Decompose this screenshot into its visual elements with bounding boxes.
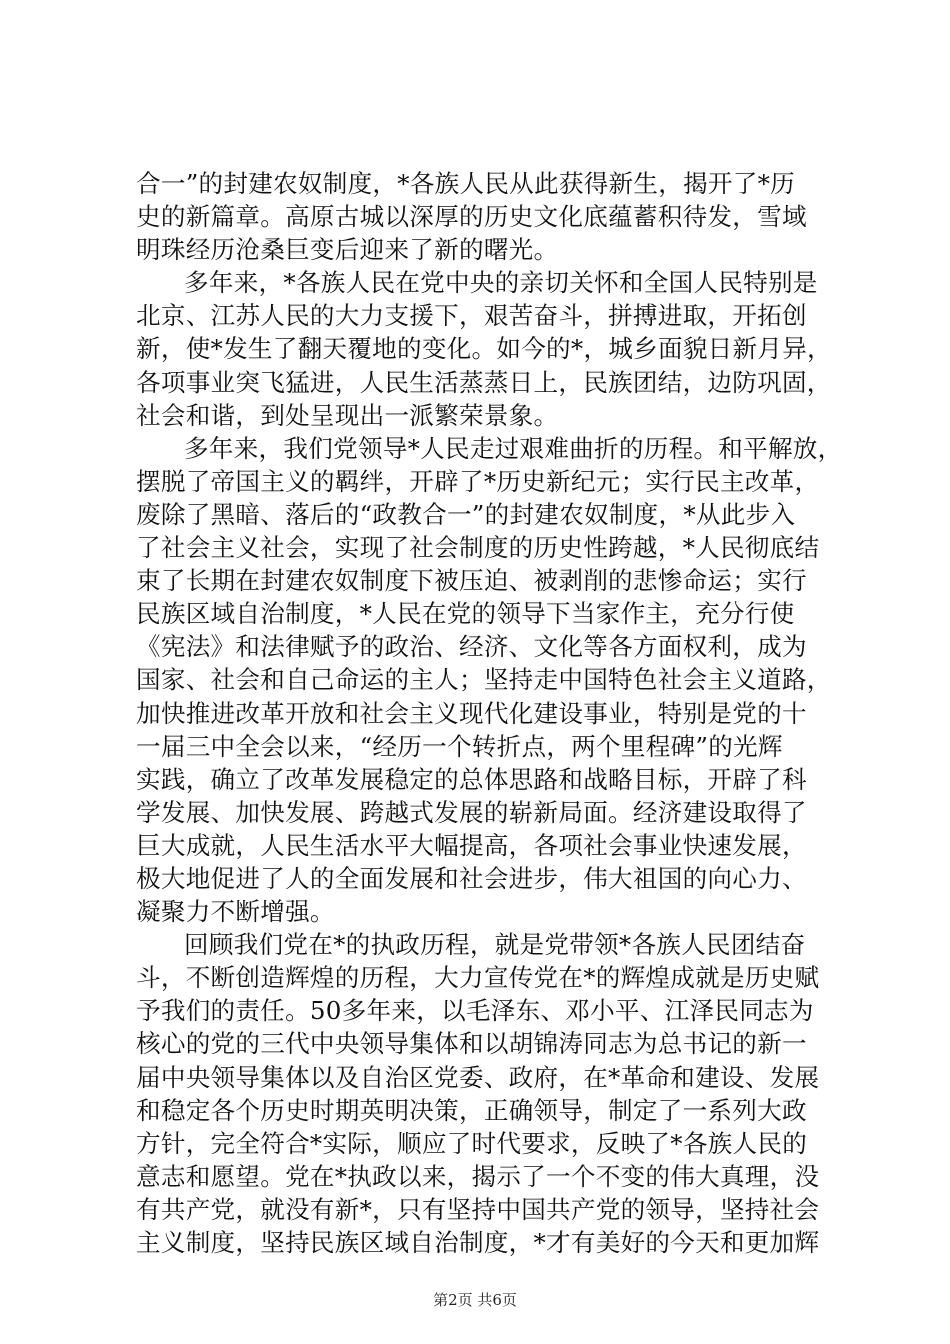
text-line: 凝聚力不断增强。 bbox=[136, 897, 335, 927]
text-line: 一届三中全会以来，“经历一个转折点，两个里程碑”的光辉 bbox=[136, 731, 783, 761]
text-line: 《宪法》和法律赋予的政治、经济、文化等各方面权利，成为 bbox=[136, 632, 807, 662]
page-number-footer: 第2页 共6页 bbox=[433, 1291, 517, 1309]
text-line: 社会和谐，到处呈现出一派繁荣景象。 bbox=[136, 400, 559, 430]
text-line: 和稳定各个历史时期英明决策，正确领导，制定了一系列大政 bbox=[136, 1095, 807, 1125]
text-line: 多年来，*各族人民在党中央的亲切关怀和全国人民特别是 bbox=[184, 268, 818, 298]
text-line: 合一”的封建农奴制度，*各族人民从此获得新生，揭开了*历 bbox=[136, 169, 796, 198]
text-line: 史的新篇章。高原古城以深厚的历史文化底蕴蓄积待发，雪域 bbox=[136, 202, 807, 232]
paragraph bbox=[136, 928, 820, 1259]
text-line: 摆脱了帝国主义的羁绊，开辟了*历史新纪元；实行民主改革， bbox=[136, 466, 820, 496]
text-line: 废除了黑暗、落后的“政教合一”的封建农奴制度，*从此步入 bbox=[136, 499, 796, 529]
text-line: 届中央领导集体以及自治区党委、政府，在*革命和建设、发展 bbox=[136, 1062, 820, 1092]
text-line: 实践，确立了改革发展稳定的总体思路和战略目标，开辟了科 bbox=[136, 764, 807, 794]
text-line: 民族区域自治制度，*人民在党的领导下当家作主，充分行使 bbox=[136, 599, 795, 629]
text-line: 极大地促进了人的全面发展和社会进步，伟大祖国的向心力、 bbox=[136, 863, 807, 893]
text-line: 各项事业突飞猛进，人民生活蒸蒸日上，民族团结，边防巩固， bbox=[136, 367, 832, 397]
text-line: 学发展、加快发展、跨越式发展的崭新局面。经济建设取得了 bbox=[136, 797, 807, 827]
text-line: 明珠经历沧桑巨变后迎来了新的曙光。 bbox=[136, 235, 559, 265]
paragraph bbox=[136, 266, 832, 431]
text-line: 巨大成就，人民生活水平大幅提高，各项社会事业快速发展， bbox=[136, 830, 807, 860]
text-line: 有共产党，就没有新*，只有坚持中国共产党的领导，坚持社会 bbox=[136, 1194, 820, 1224]
text-line: 新，使*发生了翻天覆地的变化。如今的*，城乡面貌日新月异， bbox=[136, 334, 832, 364]
paragraph bbox=[136, 167, 820, 266]
text-line: 了社会主义社会，实现了社会制度的历史性跨越，*人民彻底结 bbox=[136, 533, 820, 563]
text-line: 主义制度，坚持民族区域自治制度，*才有美好的今天和更加辉 bbox=[136, 1228, 820, 1257]
document-body bbox=[136, 167, 843, 1259]
text-line: 束了长期在封建农奴制度下被压迫、被剥削的悲惨命运；实行 bbox=[136, 566, 807, 596]
text-line: 斗，不断创造辉煌的历程，大力宣传党在*的辉煌成就是历史赋 bbox=[136, 963, 820, 993]
text-line: 回顾我们党在*的执政历程，就是党带领*各族人民团结奋 bbox=[184, 930, 806, 960]
text-line: 方针，完全符合*实际，顺应了时代要求，反映了*各族人民的 bbox=[136, 1128, 808, 1158]
text-line: 核心的党的三代中央领导集体和以胡锦涛同志为总书记的新一 bbox=[136, 1029, 807, 1059]
text-line: 予我们的责任。50多年来，以毛泽东、邓小平、江泽民同志为 bbox=[136, 996, 814, 1026]
paragraph bbox=[136, 432, 843, 928]
text-line: 国家、社会和自己命运的主人；坚持走中国特色社会主义道路， bbox=[136, 665, 832, 695]
text-line: 北京、江苏人民的大力支援下，艰苦奋斗，拼搏进取，开拓创 bbox=[136, 301, 807, 331]
text-line: 多年来，我们党领导*人民走过艰难曲折的历程。和平解放， bbox=[184, 433, 843, 463]
text-line: 加快推进改革开放和社会主义现代化建设事业，特别是党的十 bbox=[136, 698, 807, 728]
text-line: 意志和愿望。党在*执政以来，揭示了一个不变的伟大真理，没 bbox=[136, 1161, 820, 1191]
